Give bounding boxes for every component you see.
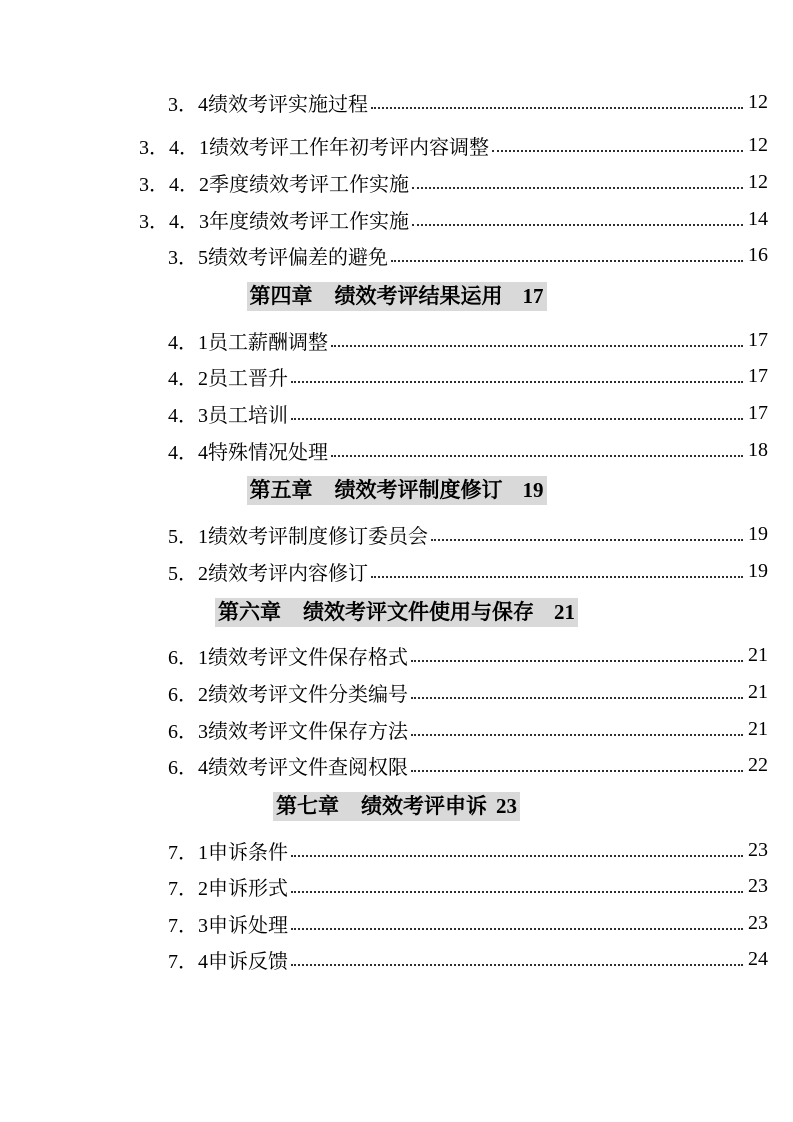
toc-entry[interactable] — [139, 128, 768, 165]
chapter-page-number: 17 — [522, 283, 544, 308]
dot-leader — [492, 150, 743, 152]
toc-entry-page: 17 — [748, 328, 768, 351]
dot-leader — [412, 224, 743, 226]
chapter-heading-row — [0, 598, 793, 627]
toc-entry-page: 16 — [748, 244, 768, 267]
chapter-title: 绩效考评制度修订 — [334, 478, 503, 503]
chapter-number: 第四章 — [249, 283, 313, 308]
chapter-number: 第五章 — [249, 478, 313, 503]
toc-entry[interactable] — [139, 638, 768, 675]
toc-entry-page: 23 — [748, 911, 768, 934]
chapter-heading[interactable] — [215, 598, 578, 627]
toc-entry-label: 3．4绩效考评实施过程 — [168, 93, 368, 116]
toc-entry-label: 5．2绩效考评内容修订 — [168, 562, 368, 585]
chapter-number: 第七章 — [276, 793, 339, 818]
toc-entry-page: 23 — [748, 875, 768, 898]
toc-entry[interactable] — [139, 832, 768, 869]
toc-entry[interactable] — [139, 516, 768, 553]
toc-entry-label: 7．3申诉处理 — [168, 914, 288, 937]
toc-entry-page: 23 — [748, 838, 768, 861]
dot-leader — [291, 964, 743, 966]
toc-entry[interactable] — [139, 674, 768, 711]
toc-entry-label: 4．1员工薪酬调整 — [168, 331, 328, 354]
toc-entry-label: 6．4绩效考评文件查阅权限 — [168, 757, 408, 780]
dot-leader — [411, 770, 743, 772]
chapter-page-number: 21 — [554, 599, 575, 624]
chapter-title: 绩效考评文件使用与保存 — [303, 599, 534, 624]
toc-entry[interactable] — [139, 869, 768, 906]
toc-entry[interactable] — [139, 395, 768, 432]
dot-leader — [411, 697, 743, 699]
toc-entry[interactable] — [139, 322, 768, 359]
toc-entry-page: 22 — [748, 754, 768, 777]
toc-entry-page: 12 — [748, 134, 768, 157]
toc-entry-page: 21 — [748, 680, 768, 703]
dot-leader — [431, 539, 743, 541]
chapter-title: 绩效考评申诉 — [361, 793, 487, 818]
chapter-heading[interactable] — [247, 476, 547, 505]
dot-leader — [371, 576, 743, 578]
dot-leader — [371, 107, 743, 109]
dot-leader — [291, 418, 743, 420]
toc-entry-page: 19 — [748, 523, 768, 546]
toc-entry-page: 18 — [748, 438, 768, 461]
dot-leader — [391, 260, 743, 262]
chapter-heading-row — [0, 476, 793, 505]
chapter-heading-row — [0, 792, 793, 821]
chapter-heading-row — [0, 282, 793, 311]
toc-entry[interactable] — [139, 432, 768, 469]
toc-entry[interactable] — [139, 237, 768, 274]
toc-entry-page: 21 — [748, 644, 768, 667]
toc-entry-page: 12 — [748, 170, 768, 193]
toc-entry-page: 17 — [748, 401, 768, 424]
toc-entry-page: 17 — [748, 365, 768, 388]
dot-leader — [291, 928, 743, 930]
chapter-title: 绩效考评结果运用 — [334, 283, 503, 308]
toc-entry-label: 3．4．2季度绩效考评工作实施 — [139, 173, 409, 196]
toc-entry-label: 4．4特殊情况处理 — [168, 441, 328, 464]
toc-entry-page: 19 — [748, 559, 768, 582]
dot-leader — [411, 734, 743, 736]
toc-entry[interactable] — [139, 905, 768, 942]
toc-entry-label: 4．2员工晋升 — [168, 368, 288, 391]
toc-entry-label: 6．2绩效考评文件分类编号 — [168, 683, 408, 706]
dot-leader — [291, 381, 743, 383]
dot-leader — [331, 345, 743, 347]
toc-entry[interactable] — [139, 84, 768, 121]
toc-entry-label: 3．4．3年度绩效考评工作实施 — [139, 210, 409, 233]
toc-entry-page: 21 — [748, 717, 768, 740]
toc-entry[interactable] — [139, 553, 768, 590]
toc-entry-page: 14 — [748, 207, 768, 230]
dot-leader — [291, 891, 743, 893]
dot-leader — [291, 855, 743, 857]
dot-leader — [331, 455, 743, 457]
toc-entry-page: 24 — [748, 948, 768, 971]
chapter-page-number: 19 — [522, 478, 544, 503]
toc-entry[interactable] — [139, 747, 768, 784]
toc-entry-label: 3．5绩效考评偏差的避免 — [168, 247, 388, 270]
toc-entry[interactable] — [139, 711, 768, 748]
toc-entry-label: 7．1申诉条件 — [168, 841, 288, 864]
toc-entry[interactable] — [139, 201, 768, 238]
chapter-heading[interactable] — [273, 792, 520, 821]
toc-entry-label: 7．4申诉反馈 — [168, 951, 288, 974]
toc-entry[interactable] — [139, 359, 768, 396]
chapter-heading[interactable] — [247, 282, 547, 311]
dot-leader — [412, 187, 743, 189]
chapter-number: 第六章 — [218, 599, 281, 624]
chapter-page-number: 23 — [496, 793, 517, 818]
toc-entry-label: 5．1绩效考评制度修订委员会 — [168, 526, 428, 549]
toc-entry-label: 6．1绩效考评文件保存格式 — [168, 647, 408, 670]
toc-entry-label: 6．3绩效考评文件保存方法 — [168, 720, 408, 743]
dot-leader — [411, 660, 743, 662]
toc-entry[interactable] — [139, 942, 768, 979]
toc-entry-label: 3．4．1绩效考评工作年初考评内容调整 — [139, 137, 489, 160]
toc-entry-label: 7．2申诉形式 — [168, 878, 288, 901]
toc-entry-page: 12 — [748, 90, 768, 113]
toc-entry-label: 4．3员工培训 — [168, 404, 288, 427]
toc-entry[interactable] — [139, 164, 768, 201]
